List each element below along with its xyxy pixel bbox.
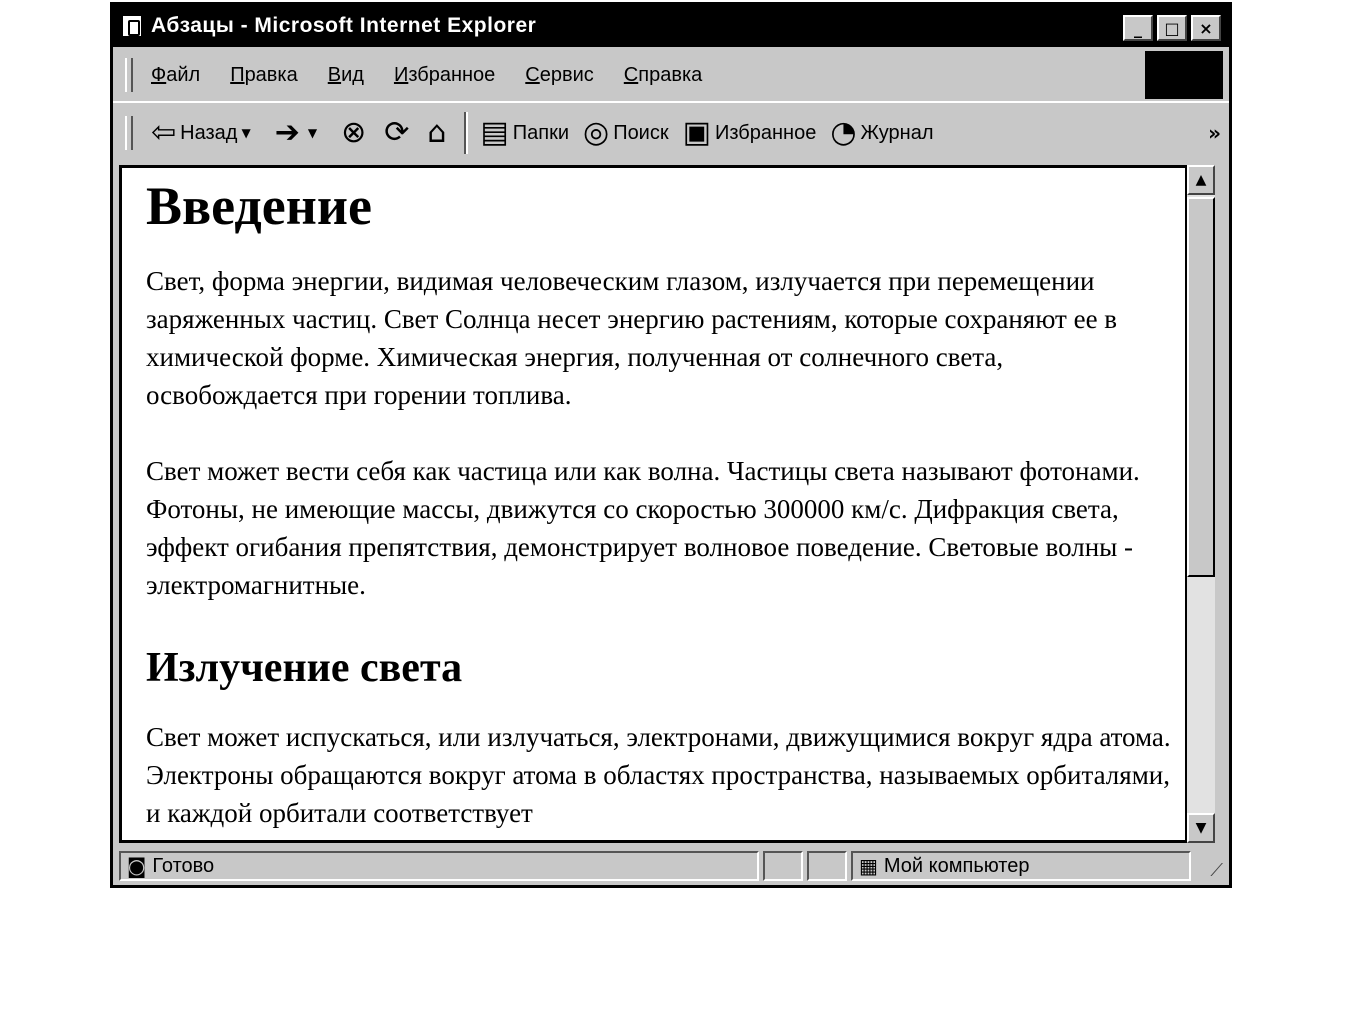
toolbar-grip[interactable] bbox=[125, 116, 133, 150]
menu-help[interactable]: Справка bbox=[623, 63, 703, 86]
heading-introduction: Введение bbox=[146, 176, 372, 236]
status-security-cell bbox=[807, 851, 847, 881]
maximize-button[interactable] bbox=[1157, 15, 1187, 41]
menu-file[interactable]: Файл bbox=[151, 63, 201, 86]
forward-arrow-icon: ➔ bbox=[274, 115, 300, 150]
toolbar-overflow-chevron-icon[interactable]: » bbox=[1208, 121, 1221, 145]
folders-label: Папки bbox=[512, 121, 569, 144]
paragraph-2: Свет может вести себя как частица или как волна. Частицы света называют фотонами. Фотоны, не имеющие массы, движутся со скоростью 300000 км/с. Дифракция света, эффект огибания препятствия, демонстрирует волновое поведение. Световые волны - электромагнитные. bbox=[146, 456, 1140, 600]
scrollbar-thumb[interactable] bbox=[1187, 197, 1215, 577]
stop-button[interactable] bbox=[341, 115, 370, 150]
menu-grip[interactable] bbox=[125, 58, 133, 92]
home-icon: ⌂ bbox=[427, 115, 447, 150]
close-button[interactable] bbox=[1191, 15, 1221, 41]
page-viewport[interactable] bbox=[119, 165, 1211, 843]
toolbar-separator bbox=[464, 112, 468, 154]
browser-window bbox=[110, 2, 1232, 888]
back-arrow-icon: ⇦ bbox=[151, 115, 177, 150]
page-content bbox=[146, 168, 1176, 843]
search-globe-icon: ◎ bbox=[583, 115, 610, 150]
menu-view[interactable]: Вид bbox=[327, 63, 364, 86]
status-text: Готово bbox=[152, 854, 215, 877]
close-icon: × bbox=[1199, 18, 1213, 38]
status-text-cell bbox=[119, 851, 759, 881]
standard-toolbar bbox=[113, 101, 1229, 163]
menu-edit[interactable]: Правка bbox=[230, 63, 298, 86]
folders-icon: ▤ bbox=[480, 115, 509, 150]
maximize-icon: □ bbox=[1164, 18, 1180, 38]
scroll-up-arrow-icon[interactable]: ▲ bbox=[1187, 165, 1215, 195]
menu-bar bbox=[113, 51, 1143, 99]
windows-logo-throbber bbox=[1145, 51, 1223, 99]
forward-button[interactable] bbox=[274, 115, 327, 150]
refresh-icon: ⟳ bbox=[384, 115, 410, 150]
back-label: Назад bbox=[180, 121, 238, 144]
back-button[interactable] bbox=[151, 115, 261, 150]
refresh-button[interactable] bbox=[384, 115, 413, 150]
history-icon: ◔ bbox=[830, 115, 857, 150]
stop-icon: ⊗ bbox=[341, 115, 367, 150]
menu-tools[interactable]: Сервис bbox=[525, 63, 594, 86]
status-progress-cell bbox=[763, 851, 803, 881]
status-bar bbox=[119, 847, 1227, 885]
status-zone-cell bbox=[851, 851, 1191, 881]
search-button[interactable] bbox=[583, 115, 669, 150]
paragraph-3: Свет может испускаться, или излучаться, электронами, движущимися вокруг ядра атома. Электроны обращаются вокруг атома в областях пространства, называемых орбиталями, и каждой орбитали соответствует bbox=[146, 722, 1171, 828]
history-button[interactable] bbox=[830, 115, 934, 150]
favorites-folder-icon: ▣ bbox=[682, 115, 711, 150]
back-dropdown-icon[interactable]: ▼ bbox=[241, 126, 251, 140]
favorites-button[interactable] bbox=[682, 115, 817, 150]
window-controls bbox=[1123, 15, 1221, 41]
minimize-button[interactable] bbox=[1123, 15, 1153, 41]
page-done-icon: ◙ bbox=[127, 854, 147, 878]
my-computer-icon: ▦ bbox=[859, 854, 878, 878]
menu-favorites[interactable]: Избранное bbox=[393, 63, 496, 86]
title-bar[interactable] bbox=[113, 5, 1229, 47]
paragraph-1: Свет, форма энергии, видимая человеческим глазом, излучается при перемещении заряженных частиц. Свет Солнца несет энергию растениям, которые сохраняют ее в химической форме. Химическая энергия, полученная от солнечного света, освобождается при горении топлива. bbox=[146, 266, 1118, 410]
search-label: Поиск bbox=[613, 121, 669, 144]
window-title: Абзацы - Microsoft Internet Explorer bbox=[151, 14, 537, 37]
status-zone: Мой компьютер bbox=[883, 854, 1030, 877]
ie-page-icon[interactable] bbox=[121, 14, 143, 38]
favorites-label: Избранное bbox=[714, 121, 817, 144]
vertical-scrollbar[interactable] bbox=[1185, 165, 1215, 843]
minimize-icon: _ bbox=[1134, 18, 1142, 38]
forward-dropdown-icon[interactable]: ▼ bbox=[307, 126, 318, 140]
home-button[interactable] bbox=[427, 115, 450, 150]
folders-button[interactable] bbox=[480, 115, 569, 150]
history-label: Журнал bbox=[860, 121, 934, 144]
heading-light-emission: Излучение света bbox=[146, 645, 463, 691]
resize-grip-icon[interactable]: ⟋ bbox=[1210, 860, 1223, 881]
scroll-down-arrow-icon[interactable]: ▼ bbox=[1187, 813, 1215, 843]
